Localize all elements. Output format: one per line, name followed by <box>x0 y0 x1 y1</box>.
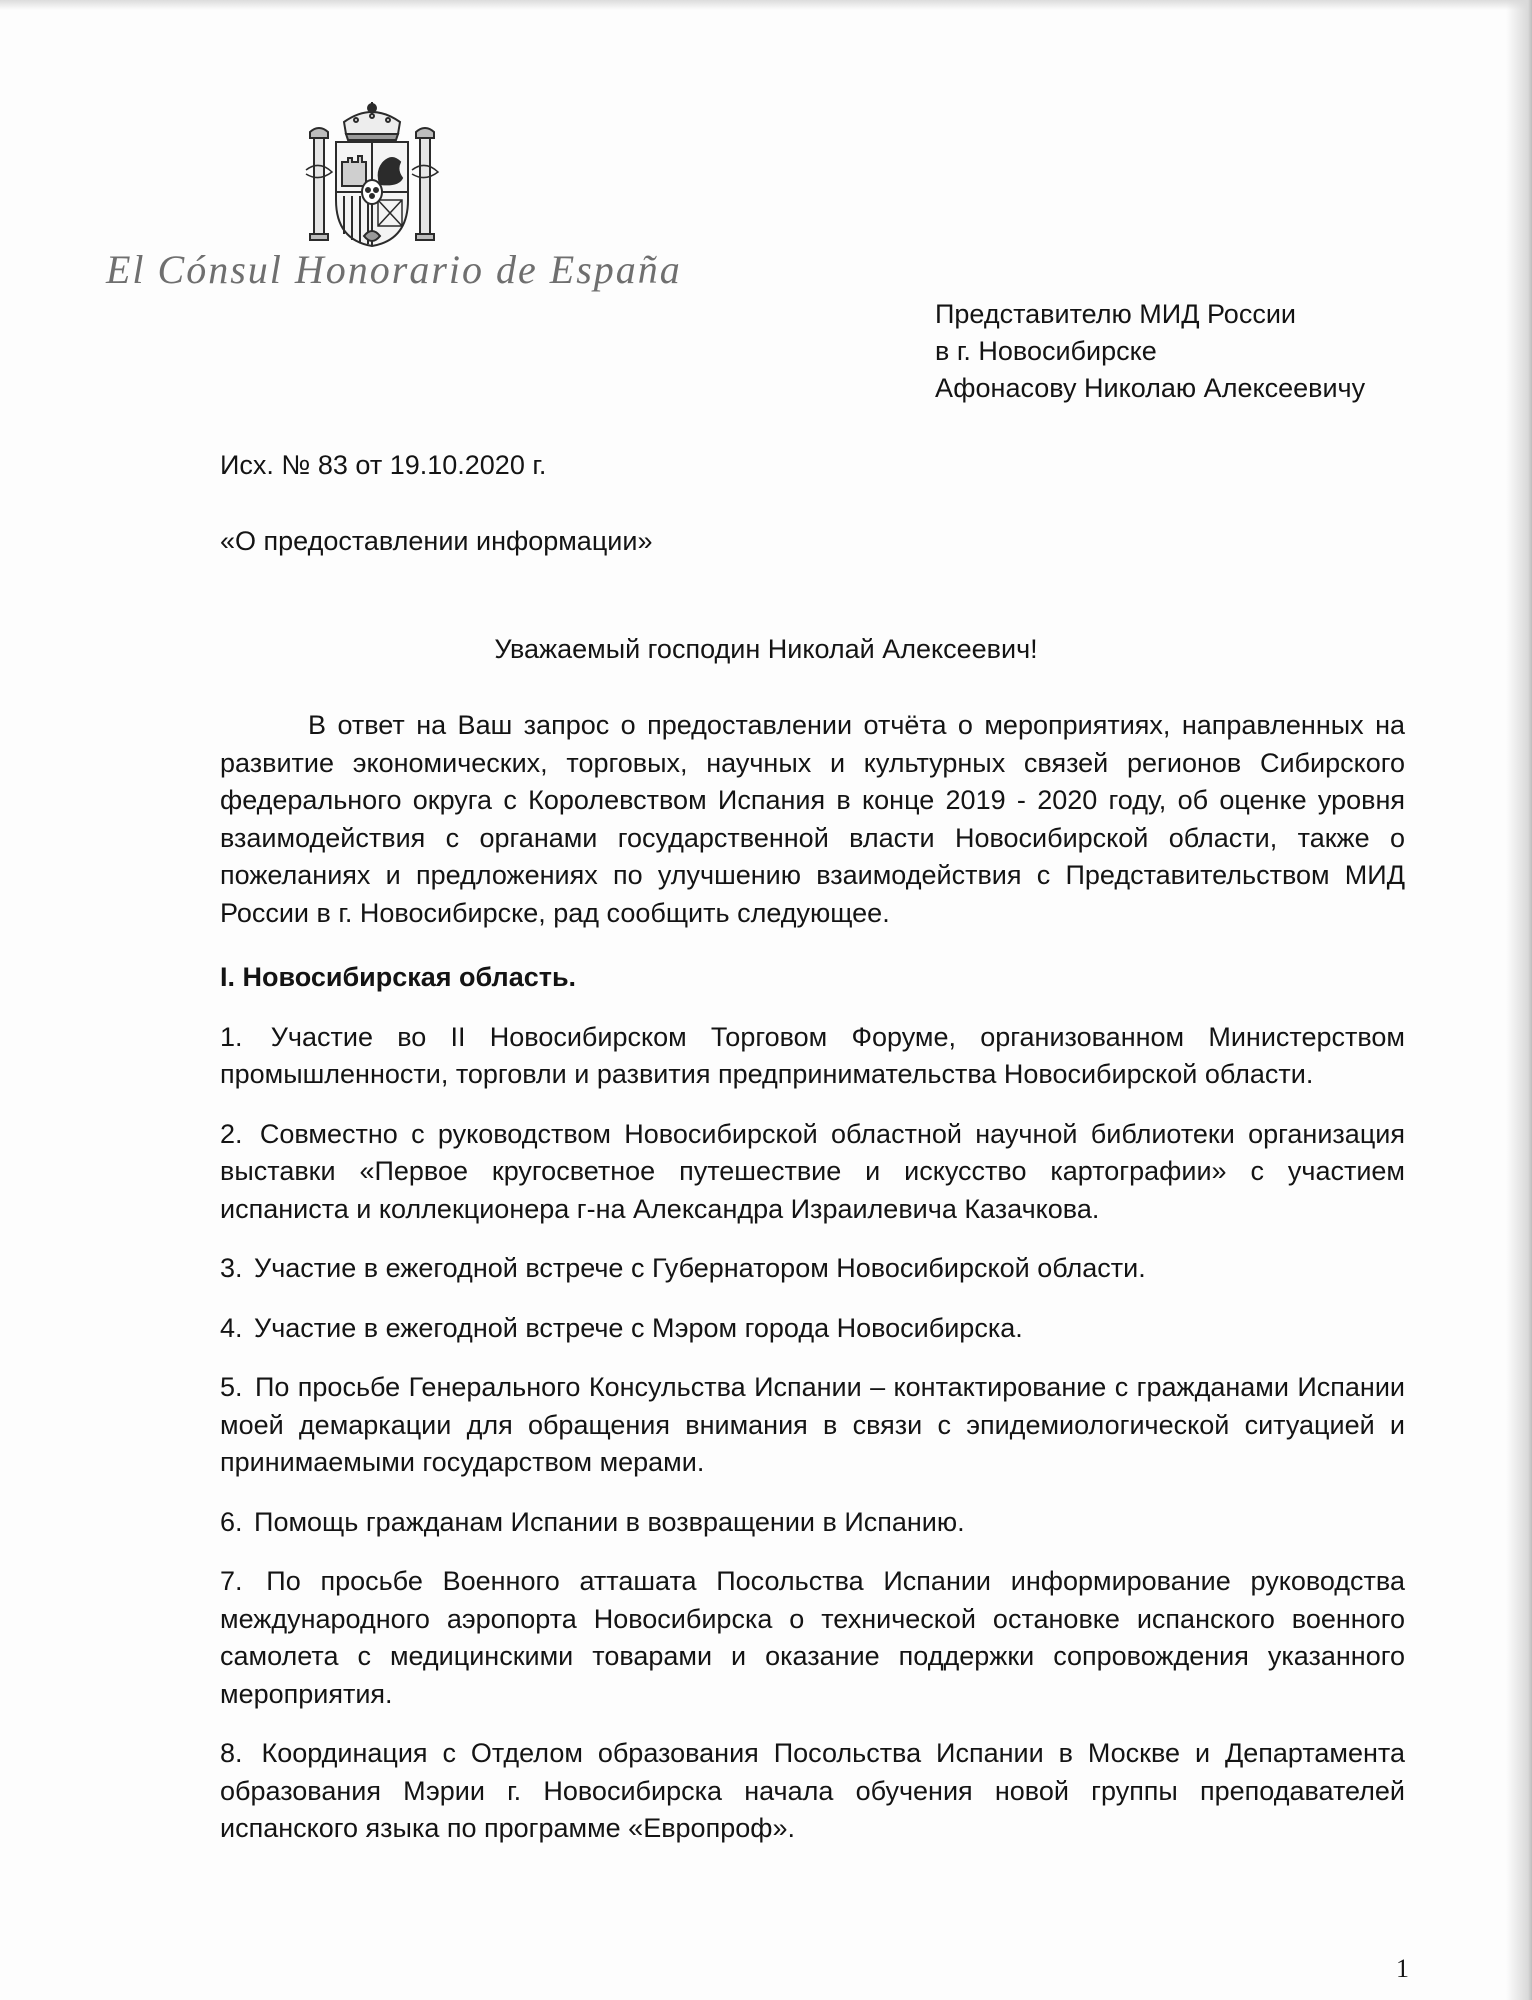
list-item <box>220 1250 1405 1288</box>
item-text: Участие во II Новосибирском Торговом Форуме, организованном Министерством промышленности, торговли и развития предпринимательства Новосибирской области. <box>220 1021 1405 1089</box>
item-text: Помощь гражданам Испании в возвращении в Испанию. <box>254 1506 965 1537</box>
consul-title: El Cónsul Honorario de España <box>106 247 682 292</box>
scan-edge-right <box>1506 0 1532 2000</box>
item-text: По просьбе Генерального Консульства Испании – контактирование с гражданами Испании моей демаркации для обращения внимания в связи с эпидемиологической ситуацией и принимаемыми государством мерами. <box>220 1372 1405 1477</box>
item-number: 3. <box>220 1253 243 1283</box>
item-text: Участие в ежегодной встрече с Губернатором Новосибирской области. <box>254 1253 1146 1283</box>
list-item <box>220 1310 1405 1348</box>
list-item <box>220 1735 1405 1848</box>
item-number: 4. <box>220 1312 243 1343</box>
page-number: 1 <box>1396 1954 1409 1983</box>
list-item <box>220 1019 1405 1094</box>
letter-subject: «О предоставлении информации» <box>220 526 653 556</box>
letter-body <box>220 707 1405 1848</box>
spanish-coat-of-arms-icon <box>302 100 442 250</box>
item-text: Участие в ежегодной встрече с Мэром города Новосибирска. <box>254 1312 1023 1343</box>
item-text: Совместно с руководством Новосибирской областной научной библиотеки организация выставки «Первое кругосветное путешествие и искусство картографии» с участием испаниста и коллекционера г-на Александра Израилевича Казачкова. <box>220 1118 1405 1224</box>
section-title: I. Новосибирская область. <box>220 962 577 992</box>
item-number: 5. <box>220 1372 243 1402</box>
scan-edge-top <box>0 0 1532 10</box>
item-number: 2. <box>220 1118 243 1149</box>
item-number: 7. <box>220 1566 243 1596</box>
list-item <box>220 1504 1405 1542</box>
recipient-block <box>935 296 1365 407</box>
list-item <box>220 1116 1405 1229</box>
recipient-line-3: Афонасову Николаю Алексеевичу <box>935 373 1366 403</box>
list-item <box>220 1563 1405 1713</box>
recipient-line-2: в г. Новосибирске <box>935 336 1157 366</box>
item-number: 6. <box>220 1506 243 1537</box>
item-number: 8. <box>220 1738 243 1768</box>
recipient-line-1: Представителю МИД России <box>935 299 1296 329</box>
outgoing-reference: Исх. № 83 от 19.10.2020 г. <box>220 450 547 480</box>
list-item <box>220 1369 1405 1482</box>
item-text: Координация с Отделом образования Посольства Испании в Москве и Департамента образования Мэрии г. Новосибирска начала обучения новой группы преподавателей испанского языка по программе «Европроф». <box>220 1738 1405 1843</box>
item-text: По просьбе Военного атташата Посольства Испании информирование руководства международного аэропорта Новосибирска о технической остановке испанского военного самолета с медицинскими товарами и оказание поддержки сопровождения указанного мероприятия. <box>220 1566 1405 1709</box>
item-number: 1. <box>220 1021 243 1052</box>
salutation: Уважаемый господин Николай Алексеевич! <box>494 634 1038 664</box>
intro-paragraph: В ответ на Ваш запрос о предоставлении отчёта о мероприятиях, направленных на развитие экономических, торговых, научных и культурных связей регионов Сибирского федерального округа с Королевством Испания в конце 2019 - 2020 году, об оценке уровня взаимодействия с органами государственной власти Новосибирской области, также о пожеланиях и предложениях по улучшению взаимодействия с Представительством МИД России в г. Новосибирске, рад сообщить следующее. <box>220 710 1405 928</box>
